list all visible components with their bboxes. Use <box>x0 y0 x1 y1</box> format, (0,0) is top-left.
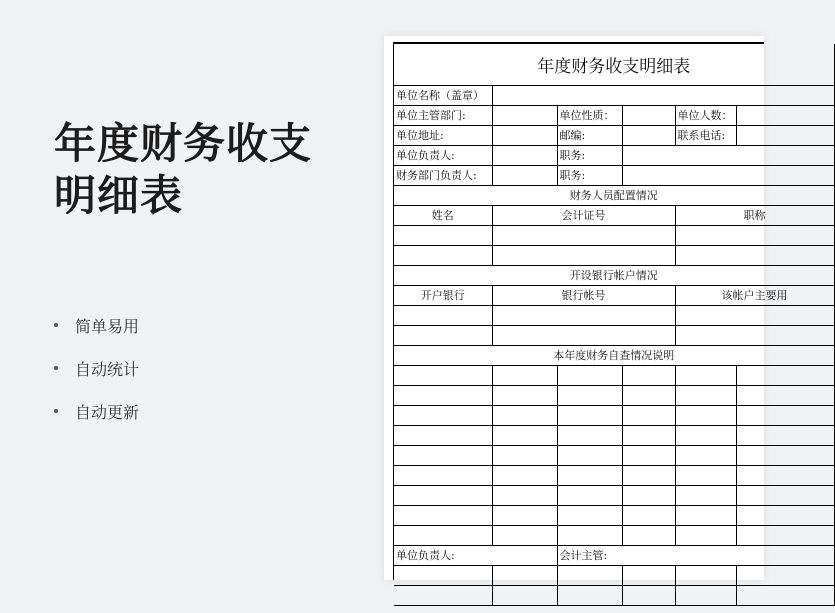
staff-header-title: 职称 <box>675 205 834 225</box>
form-row <box>394 125 834 145</box>
form-cell <box>736 125 834 145</box>
form-cell <box>736 105 834 125</box>
section-row <box>394 185 834 205</box>
form-cell <box>622 105 675 125</box>
staff-header-row <box>394 205 834 225</box>
unit-name-value <box>492 85 834 105</box>
footer-accountant-label: 会计主管: <box>557 545 834 565</box>
form-row <box>394 165 834 185</box>
unit-name-label: 单位名称（盖章） <box>394 85 492 105</box>
section-row <box>394 265 834 285</box>
feature-list <box>54 314 139 443</box>
footer-row <box>394 545 834 565</box>
form-cell <box>622 165 834 185</box>
bullet-dot <box>54 366 58 370</box>
table-row <box>394 325 834 345</box>
form-cell <box>622 145 834 165</box>
table-row <box>394 485 834 505</box>
table-row <box>394 425 834 445</box>
form-cell <box>492 125 557 145</box>
staff-header-cert: 会计证号 <box>492 205 675 225</box>
position-label: 职务: <box>557 165 622 185</box>
finance-form-table <box>394 44 835 606</box>
staff-header-name: 姓名 <box>394 205 492 225</box>
hero-title: 年度财务收支明细表 <box>54 119 313 220</box>
staff-section-title: 财务人员配置情况 <box>394 185 834 205</box>
postcode-label: 邮编: <box>557 125 622 145</box>
form-cell <box>492 145 557 165</box>
bank-section-title: 开设银行帐户情况 <box>394 265 834 285</box>
form-row <box>394 145 834 165</box>
feature-item <box>54 314 139 336</box>
contact-phone-label: 联系电话: <box>675 125 736 145</box>
unit-address-label: 单位地址: <box>394 125 492 145</box>
table-row <box>394 525 834 545</box>
form-row <box>394 85 834 105</box>
unit-leader-label: 单位负责人: <box>394 145 492 165</box>
form-cell <box>492 105 557 125</box>
bullet-dot <box>54 409 58 413</box>
unit-nature-label: 单位性质： <box>557 105 622 125</box>
bank-header-account: 银行帐号 <box>492 285 675 305</box>
table-row <box>394 245 834 265</box>
unit-headcount-label: 单位人数： <box>675 105 736 125</box>
table-row <box>394 385 834 405</box>
feature-item <box>54 400 139 422</box>
feature-item <box>54 357 139 379</box>
position-label: 职务: <box>557 145 622 165</box>
table-row <box>394 225 834 245</box>
table-row <box>394 465 834 485</box>
feature-label: 自动更新 <box>75 402 140 422</box>
finance-leader-label: 财务部门负责人: <box>394 165 492 185</box>
bank-header-usage: 该帐户主要用 <box>675 285 834 305</box>
feature-label: 自动统计 <box>75 359 140 379</box>
form-cell <box>492 165 557 185</box>
form-cell <box>622 125 675 145</box>
document-sheet <box>393 42 788 580</box>
supervisor-dept-label: 单位主管部门: <box>394 105 492 125</box>
bullet-dot <box>54 323 58 327</box>
bank-header-bank: 开户银行 <box>394 285 492 305</box>
footer-leader-label: 单位负责人: <box>394 545 557 565</box>
bank-header-row <box>394 285 834 305</box>
feature-label: 简单易用 <box>75 316 140 336</box>
table-row <box>394 445 834 465</box>
table-row <box>394 365 834 385</box>
section-row <box>394 345 834 365</box>
document-title: 年度财务收支明细表 <box>394 44 834 85</box>
table-row <box>394 565 834 585</box>
form-row <box>394 105 834 125</box>
form-title-row <box>394 44 834 85</box>
table-row <box>394 505 834 525</box>
table-row <box>394 305 834 325</box>
table-row <box>394 405 834 425</box>
table-row <box>394 585 834 605</box>
self-check-section-title: 本年度财务自查情况说明 <box>394 345 834 365</box>
